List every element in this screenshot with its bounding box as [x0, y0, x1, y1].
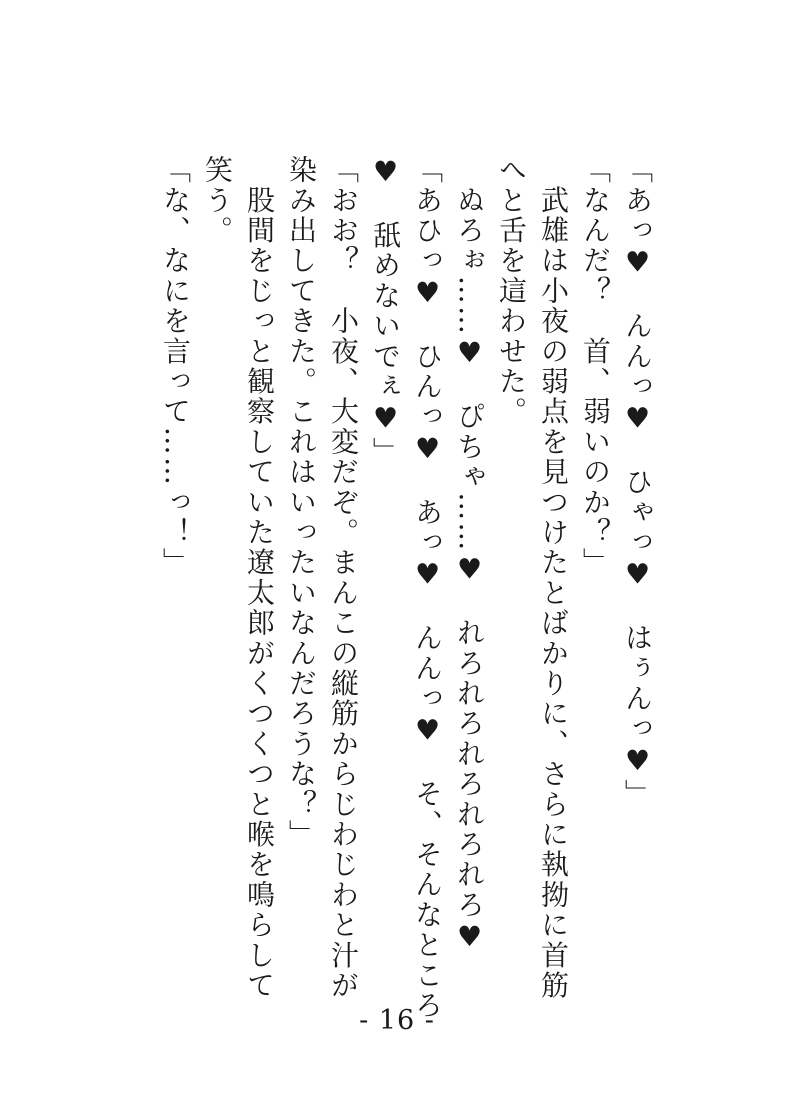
text-line: 「あひっ♥ ひんっ♥ あっ♥ んんっ♥ そ、そんなところ	[411, 155, 444, 1021]
text-line: 「あっ♥ んんっ♥ ひゃっ♥ はぅんっ♥」	[621, 155, 654, 810]
text-line: 武雄は小夜の弱点を見つけたとばかりに、さらに執拗に首筋	[537, 155, 570, 1001]
text-line: へと舌を這わせた。	[495, 155, 528, 427]
text-line: 「な、なにを言って……っ！」	[159, 155, 192, 578]
text-line: 股間をじっと観察していた遼太郎がくつくつと喉を鳴らして	[243, 155, 276, 1001]
text-line: ♥ 舐めないでぇ♥」	[369, 155, 402, 467]
text-line: 「なんだ？ 首、弱いのか？」	[579, 155, 612, 578]
text-line: 染み出してきた。これはいったいなんだろうな？」	[285, 155, 318, 850]
text-line: 笑う。	[201, 155, 234, 246]
page-number: - 16 -	[359, 1005, 435, 1036]
text-line: 「おお？ 小夜、大変だぞ。まんこの縦筋からじわじわと汁が	[327, 155, 360, 1001]
text-line: ぬろぉ……♥ ぴちゃ……♥ れろれろれろれろれろ♥	[453, 155, 486, 956]
